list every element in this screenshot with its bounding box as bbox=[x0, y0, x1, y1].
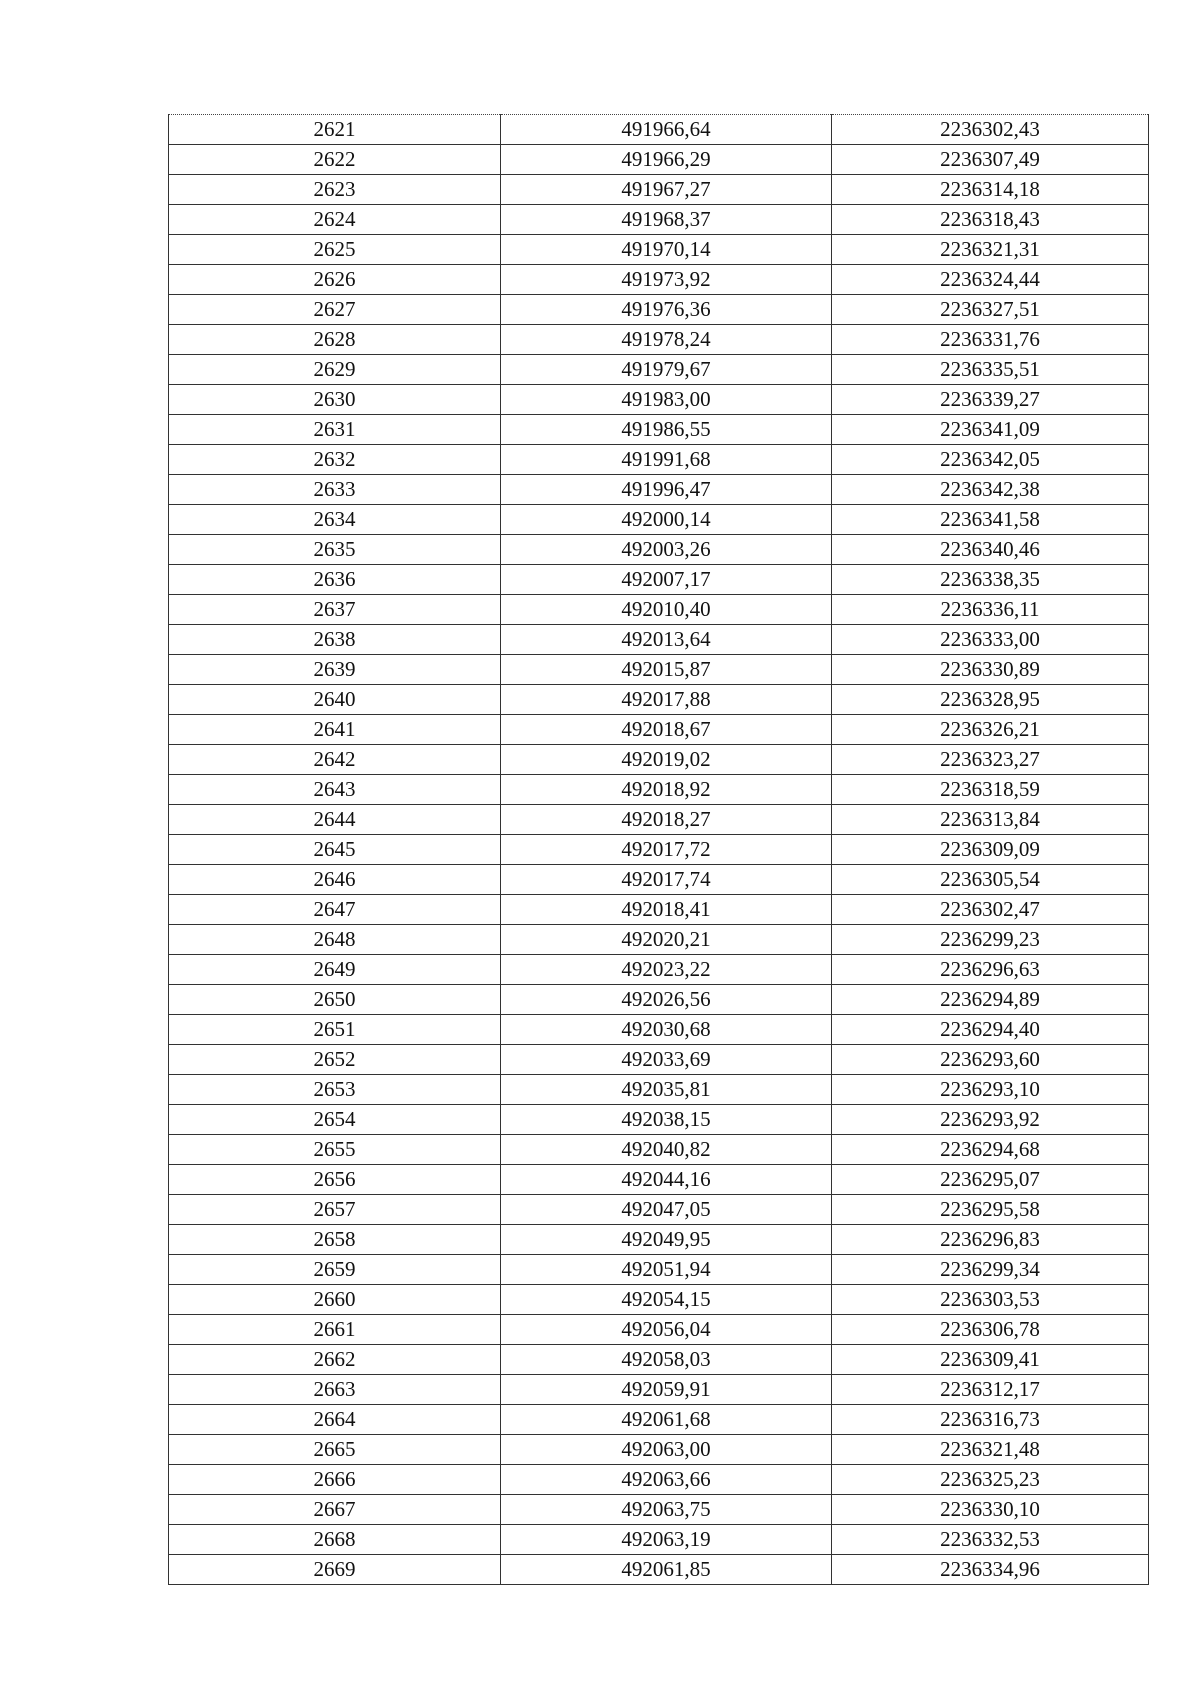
point-number-cell: 2662 bbox=[169, 1345, 501, 1375]
point-number-cell: 2648 bbox=[169, 925, 501, 955]
y-coordinate-cell: 2236296,63 bbox=[832, 955, 1149, 985]
x-coordinate-cell: 492063,19 bbox=[501, 1525, 832, 1555]
x-coordinate-cell: 492059,91 bbox=[501, 1375, 832, 1405]
x-coordinate-cell: 491976,36 bbox=[501, 295, 832, 325]
table-row bbox=[169, 1525, 1149, 1555]
coordinates-table bbox=[168, 114, 1149, 1585]
x-coordinate-cell: 492018,41 bbox=[501, 895, 832, 925]
point-number-cell: 2621 bbox=[169, 115, 501, 145]
y-coordinate-cell: 2236313,84 bbox=[832, 805, 1149, 835]
y-coordinate-cell: 2236307,49 bbox=[832, 145, 1149, 175]
point-number-cell: 2639 bbox=[169, 655, 501, 685]
y-coordinate-cell: 2236293,10 bbox=[832, 1075, 1149, 1105]
x-coordinate-cell: 491973,92 bbox=[501, 265, 832, 295]
point-number-cell: 2659 bbox=[169, 1255, 501, 1285]
point-number-cell: 2647 bbox=[169, 895, 501, 925]
table-row bbox=[169, 865, 1149, 895]
x-coordinate-cell: 491968,37 bbox=[501, 205, 832, 235]
x-coordinate-cell: 492010,40 bbox=[501, 595, 832, 625]
coordinates-table-body bbox=[169, 115, 1149, 1585]
y-coordinate-cell: 2236335,51 bbox=[832, 355, 1149, 385]
table-row bbox=[169, 1255, 1149, 1285]
table-row bbox=[169, 1285, 1149, 1315]
y-coordinate-cell: 2236331,76 bbox=[832, 325, 1149, 355]
point-number-cell: 2660 bbox=[169, 1285, 501, 1315]
table-row bbox=[169, 805, 1149, 835]
point-number-cell: 2637 bbox=[169, 595, 501, 625]
point-number-cell: 2657 bbox=[169, 1195, 501, 1225]
x-coordinate-cell: 492007,17 bbox=[501, 565, 832, 595]
point-number-cell: 2656 bbox=[169, 1165, 501, 1195]
point-number-cell: 2623 bbox=[169, 175, 501, 205]
x-coordinate-cell: 492013,64 bbox=[501, 625, 832, 655]
x-coordinate-cell: 492023,22 bbox=[501, 955, 832, 985]
table-row bbox=[169, 1315, 1149, 1345]
y-coordinate-cell: 2236316,73 bbox=[832, 1405, 1149, 1435]
table-row bbox=[169, 835, 1149, 865]
x-coordinate-cell: 492020,21 bbox=[501, 925, 832, 955]
table-row bbox=[169, 595, 1149, 625]
table-row bbox=[169, 1465, 1149, 1495]
table-row bbox=[169, 1405, 1149, 1435]
y-coordinate-cell: 2236295,07 bbox=[832, 1165, 1149, 1195]
x-coordinate-cell: 492019,02 bbox=[501, 745, 832, 775]
y-coordinate-cell: 2236293,60 bbox=[832, 1045, 1149, 1075]
table-row bbox=[169, 1015, 1149, 1045]
y-coordinate-cell: 2236330,89 bbox=[832, 655, 1149, 685]
point-number-cell: 2661 bbox=[169, 1315, 501, 1345]
y-coordinate-cell: 2236306,78 bbox=[832, 1315, 1149, 1345]
point-number-cell: 2669 bbox=[169, 1555, 501, 1585]
point-number-cell: 2626 bbox=[169, 265, 501, 295]
table-row bbox=[169, 145, 1149, 175]
y-coordinate-cell: 2236341,09 bbox=[832, 415, 1149, 445]
point-number-cell: 2665 bbox=[169, 1435, 501, 1465]
x-coordinate-cell: 492000,14 bbox=[501, 505, 832, 535]
y-coordinate-cell: 2236312,17 bbox=[832, 1375, 1149, 1405]
x-coordinate-cell: 492054,15 bbox=[501, 1285, 832, 1315]
y-coordinate-cell: 2236334,96 bbox=[832, 1555, 1149, 1585]
table-row bbox=[169, 985, 1149, 1015]
point-number-cell: 2636 bbox=[169, 565, 501, 595]
point-number-cell: 2652 bbox=[169, 1045, 501, 1075]
y-coordinate-cell: 2236294,68 bbox=[832, 1135, 1149, 1165]
y-coordinate-cell: 2236309,41 bbox=[832, 1345, 1149, 1375]
y-coordinate-cell: 2236340,46 bbox=[832, 535, 1149, 565]
x-coordinate-cell: 492018,27 bbox=[501, 805, 832, 835]
x-coordinate-cell: 492061,68 bbox=[501, 1405, 832, 1435]
table-row bbox=[169, 775, 1149, 805]
y-coordinate-cell: 2236318,59 bbox=[832, 775, 1149, 805]
x-coordinate-cell: 492035,81 bbox=[501, 1075, 832, 1105]
table-row bbox=[169, 1195, 1149, 1225]
table-row bbox=[169, 1165, 1149, 1195]
table-row bbox=[169, 925, 1149, 955]
y-coordinate-cell: 2236321,31 bbox=[832, 235, 1149, 265]
y-coordinate-cell: 2236341,58 bbox=[832, 505, 1149, 535]
y-coordinate-cell: 2236338,35 bbox=[832, 565, 1149, 595]
y-coordinate-cell: 2236326,21 bbox=[832, 715, 1149, 745]
table-row bbox=[169, 265, 1149, 295]
table-row bbox=[169, 475, 1149, 505]
table-row bbox=[169, 1135, 1149, 1165]
x-coordinate-cell: 492063,75 bbox=[501, 1495, 832, 1525]
x-coordinate-cell: 492044,16 bbox=[501, 1165, 832, 1195]
point-number-cell: 2640 bbox=[169, 685, 501, 715]
point-number-cell: 2646 bbox=[169, 865, 501, 895]
table-row bbox=[169, 1435, 1149, 1465]
table-row bbox=[169, 235, 1149, 265]
x-coordinate-cell: 492017,74 bbox=[501, 865, 832, 895]
y-coordinate-cell: 2236339,27 bbox=[832, 385, 1149, 415]
x-coordinate-cell: 492063,00 bbox=[501, 1435, 832, 1465]
y-coordinate-cell: 2236333,00 bbox=[832, 625, 1149, 655]
y-coordinate-cell: 2236324,44 bbox=[832, 265, 1149, 295]
table-row bbox=[169, 1225, 1149, 1255]
point-number-cell: 2654 bbox=[169, 1105, 501, 1135]
point-number-cell: 2644 bbox=[169, 805, 501, 835]
x-coordinate-cell: 491978,24 bbox=[501, 325, 832, 355]
point-number-cell: 2633 bbox=[169, 475, 501, 505]
x-coordinate-cell: 491983,00 bbox=[501, 385, 832, 415]
point-number-cell: 2628 bbox=[169, 325, 501, 355]
table-row bbox=[169, 895, 1149, 925]
x-coordinate-cell: 491996,47 bbox=[501, 475, 832, 505]
point-number-cell: 2658 bbox=[169, 1225, 501, 1255]
y-coordinate-cell: 2236323,27 bbox=[832, 745, 1149, 775]
table-row bbox=[169, 1105, 1149, 1135]
y-coordinate-cell: 2236309,09 bbox=[832, 835, 1149, 865]
table-row bbox=[169, 325, 1149, 355]
y-coordinate-cell: 2236293,92 bbox=[832, 1105, 1149, 1135]
x-coordinate-cell: 492047,05 bbox=[501, 1195, 832, 1225]
x-coordinate-cell: 492030,68 bbox=[501, 1015, 832, 1045]
point-number-cell: 2630 bbox=[169, 385, 501, 415]
table-row bbox=[169, 655, 1149, 685]
x-coordinate-cell: 492033,69 bbox=[501, 1045, 832, 1075]
table-row bbox=[169, 175, 1149, 205]
table-row bbox=[169, 205, 1149, 235]
point-number-cell: 2650 bbox=[169, 985, 501, 1015]
x-coordinate-cell: 492018,67 bbox=[501, 715, 832, 745]
point-number-cell: 2642 bbox=[169, 745, 501, 775]
table-row bbox=[169, 685, 1149, 715]
point-number-cell: 2624 bbox=[169, 205, 501, 235]
x-coordinate-cell: 491986,55 bbox=[501, 415, 832, 445]
y-coordinate-cell: 2236321,48 bbox=[832, 1435, 1149, 1465]
x-coordinate-cell: 492038,15 bbox=[501, 1105, 832, 1135]
y-coordinate-cell: 2236342,38 bbox=[832, 475, 1149, 505]
y-coordinate-cell: 2236294,40 bbox=[832, 1015, 1149, 1045]
x-coordinate-cell: 492026,56 bbox=[501, 985, 832, 1015]
y-coordinate-cell: 2236302,43 bbox=[832, 115, 1149, 145]
table-row bbox=[169, 385, 1149, 415]
y-coordinate-cell: 2236294,89 bbox=[832, 985, 1149, 1015]
y-coordinate-cell: 2236299,23 bbox=[832, 925, 1149, 955]
point-number-cell: 2653 bbox=[169, 1075, 501, 1105]
x-coordinate-cell: 492056,04 bbox=[501, 1315, 832, 1345]
y-coordinate-cell: 2236342,05 bbox=[832, 445, 1149, 475]
y-coordinate-cell: 2236325,23 bbox=[832, 1465, 1149, 1495]
x-coordinate-cell: 491991,68 bbox=[501, 445, 832, 475]
y-coordinate-cell: 2236318,43 bbox=[832, 205, 1149, 235]
y-coordinate-cell: 2236327,51 bbox=[832, 295, 1149, 325]
y-coordinate-cell: 2236299,34 bbox=[832, 1255, 1149, 1285]
x-coordinate-cell: 492003,26 bbox=[501, 535, 832, 565]
table-row bbox=[169, 625, 1149, 655]
y-coordinate-cell: 2236328,95 bbox=[832, 685, 1149, 715]
table-row bbox=[169, 445, 1149, 475]
point-number-cell: 2635 bbox=[169, 535, 501, 565]
x-coordinate-cell: 492058,03 bbox=[501, 1345, 832, 1375]
table-row bbox=[169, 715, 1149, 745]
table-row bbox=[169, 1045, 1149, 1075]
x-coordinate-cell: 491966,29 bbox=[501, 145, 832, 175]
point-number-cell: 2651 bbox=[169, 1015, 501, 1045]
point-number-cell: 2625 bbox=[169, 235, 501, 265]
point-number-cell: 2643 bbox=[169, 775, 501, 805]
table-row bbox=[169, 415, 1149, 445]
x-coordinate-cell: 492049,95 bbox=[501, 1225, 832, 1255]
point-number-cell: 2634 bbox=[169, 505, 501, 535]
point-number-cell: 2645 bbox=[169, 835, 501, 865]
table-row bbox=[169, 505, 1149, 535]
table-row bbox=[169, 1375, 1149, 1405]
point-number-cell: 2666 bbox=[169, 1465, 501, 1495]
table-row bbox=[169, 1495, 1149, 1525]
x-coordinate-cell: 492061,85 bbox=[501, 1555, 832, 1585]
y-coordinate-cell: 2236305,54 bbox=[832, 865, 1149, 895]
y-coordinate-cell: 2236314,18 bbox=[832, 175, 1149, 205]
point-number-cell: 2649 bbox=[169, 955, 501, 985]
point-number-cell: 2655 bbox=[169, 1135, 501, 1165]
x-coordinate-cell: 492051,94 bbox=[501, 1255, 832, 1285]
y-coordinate-cell: 2236332,53 bbox=[832, 1525, 1149, 1555]
table-row bbox=[169, 295, 1149, 325]
table-row bbox=[169, 115, 1149, 145]
x-coordinate-cell: 491979,67 bbox=[501, 355, 832, 385]
y-coordinate-cell: 2236330,10 bbox=[832, 1495, 1149, 1525]
table-row bbox=[169, 955, 1149, 985]
y-coordinate-cell: 2236303,53 bbox=[832, 1285, 1149, 1315]
table-row bbox=[169, 1345, 1149, 1375]
x-coordinate-cell: 492018,92 bbox=[501, 775, 832, 805]
point-number-cell: 2632 bbox=[169, 445, 501, 475]
x-coordinate-cell: 491966,64 bbox=[501, 115, 832, 145]
table-row bbox=[169, 1555, 1149, 1585]
point-number-cell: 2638 bbox=[169, 625, 501, 655]
y-coordinate-cell: 2236302,47 bbox=[832, 895, 1149, 925]
point-number-cell: 2627 bbox=[169, 295, 501, 325]
table-row bbox=[169, 1075, 1149, 1105]
point-number-cell: 2629 bbox=[169, 355, 501, 385]
table-row bbox=[169, 535, 1149, 565]
point-number-cell: 2668 bbox=[169, 1525, 501, 1555]
y-coordinate-cell: 2236296,83 bbox=[832, 1225, 1149, 1255]
y-coordinate-cell: 2236295,58 bbox=[832, 1195, 1149, 1225]
point-number-cell: 2664 bbox=[169, 1405, 501, 1435]
x-coordinate-cell: 492063,66 bbox=[501, 1465, 832, 1495]
x-coordinate-cell: 491970,14 bbox=[501, 235, 832, 265]
table-row bbox=[169, 565, 1149, 595]
x-coordinate-cell: 492017,72 bbox=[501, 835, 832, 865]
y-coordinate-cell: 2236336,11 bbox=[832, 595, 1149, 625]
point-number-cell: 2663 bbox=[169, 1375, 501, 1405]
x-coordinate-cell: 491967,27 bbox=[501, 175, 832, 205]
x-coordinate-cell: 492040,82 bbox=[501, 1135, 832, 1165]
x-coordinate-cell: 492015,87 bbox=[501, 655, 832, 685]
point-number-cell: 2641 bbox=[169, 715, 501, 745]
point-number-cell: 2622 bbox=[169, 145, 501, 175]
table-row bbox=[169, 745, 1149, 775]
point-number-cell: 2667 bbox=[169, 1495, 501, 1525]
point-number-cell: 2631 bbox=[169, 415, 501, 445]
x-coordinate-cell: 492017,88 bbox=[501, 685, 832, 715]
table-row bbox=[169, 355, 1149, 385]
